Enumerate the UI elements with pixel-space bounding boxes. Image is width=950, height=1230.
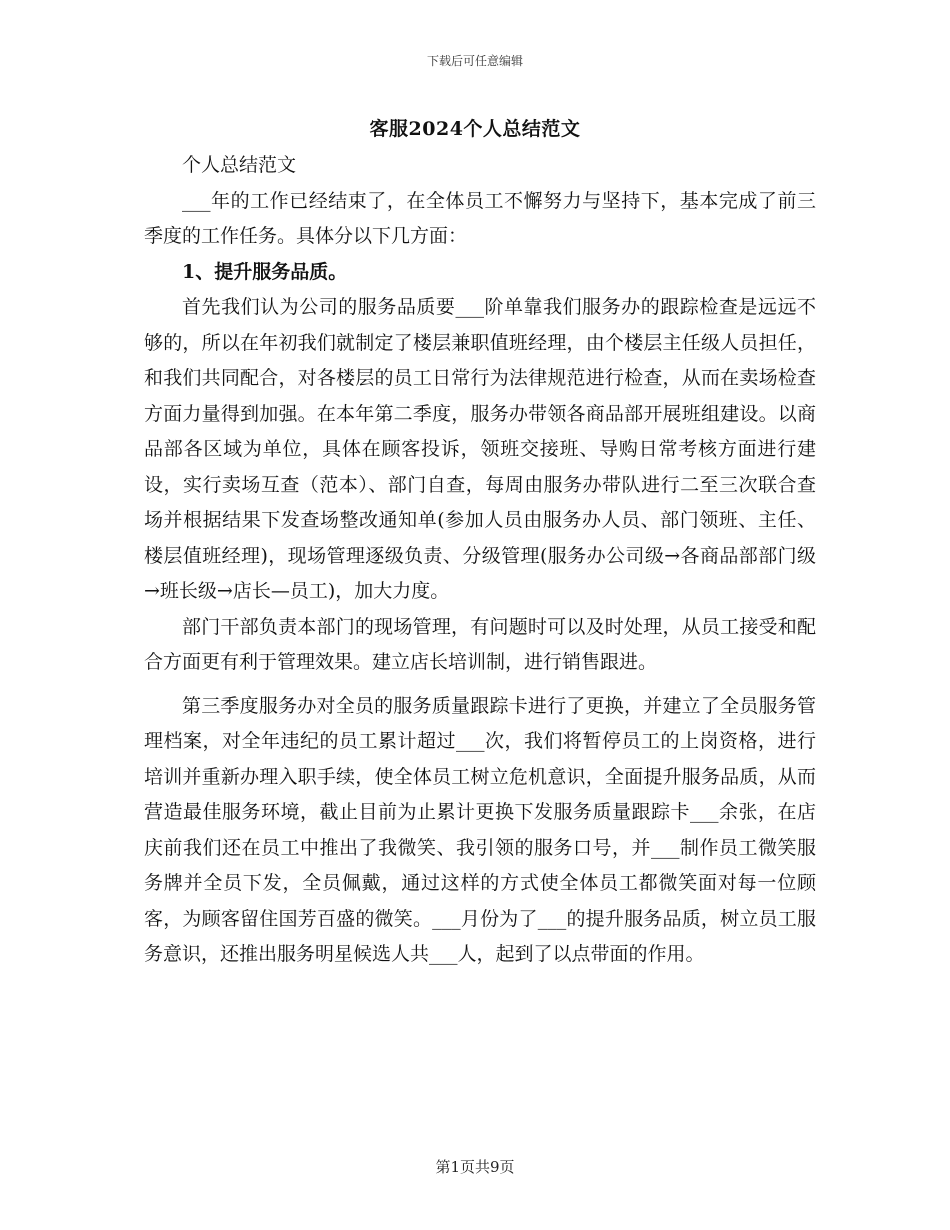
page-footer-number: 第1页共9页 (435, 1158, 515, 1176)
document-title: 客服2024个人总结范文 (369, 118, 581, 140)
paragraph-third-quarter: 第三季度服务办对全员的服务质量跟踪卡进行了更换，并建立了全员服务管理档案，对全年违纪的员工累计超过___次，我们将暂停员工的上岗资格，进行培训并重新办理入职手续，使全体员工树立危机意识，全面提升服务品质，从而营造最佳服务环境，截止目前为止累计更换下发服务质量跟踪卡___余张，在店庆前我们还在员工中推出了我微笑、我引领的服务口号，并___制作员工微笑服务牌并全员下发，全员佩戴，通过这样的方式使全体员工都微笑面对每一位顾客，为顾客留住国芳百盛的微笑。___月份为了___的提升服务品质，树立员工服务意识，还推出服务明星候选人共___人，起到了以点带面的作用。 (144, 694, 816, 965)
paragraph-intro: ___年的工作已经结束了，在全体员工不懈努力与坚持下，基本完成了前三季度的工作任务。具体分以下几方面： (144, 189, 816, 247)
page-header-note: 下载后可任意编辑 (426, 54, 523, 68)
section-heading: 1、提升服务品质。 (182, 260, 348, 283)
paragraph-service-quality: 首先我们认为公司的服务品质要___阶单靠我们服务办的跟踪检查是远远不够的，所以在年初我们就制定了楼层兼职值班经理，由个楼层主任级人员担任，和我们共同配合，对各楼层的员工日常行为法律规范进行检查，从而在卖场检查方面力量得到加强。在本年第二季度，服务办带领各商品部开展班组建设。以商品部各区域为单位，具体在顾客投诉，领班交接班、导购日常考核方面进行建设，实行卖场互查（范本）、部门自查，每周由服务办带队进行二至三次联合查场并根据结果下发查场整改通知单(参加人员由服务办人员、部门领班、主任、楼层值班经理)，现场管理逐级负责、分级管理(服务办公司级→各商品部部门级→班长级→店长—员工)，加大力度。 (144, 296, 816, 602)
document-body (144, 148, 816, 973)
paragraph-subtitle: 个人总结范文 (182, 154, 297, 176)
paragraph-department-management: 部门干部负责本部门的现场管理，有问题时可以及时处理，从员工接受和配合方面更有利于管理效果。建立店长培训制，进行销售跟进。 (144, 615, 816, 673)
